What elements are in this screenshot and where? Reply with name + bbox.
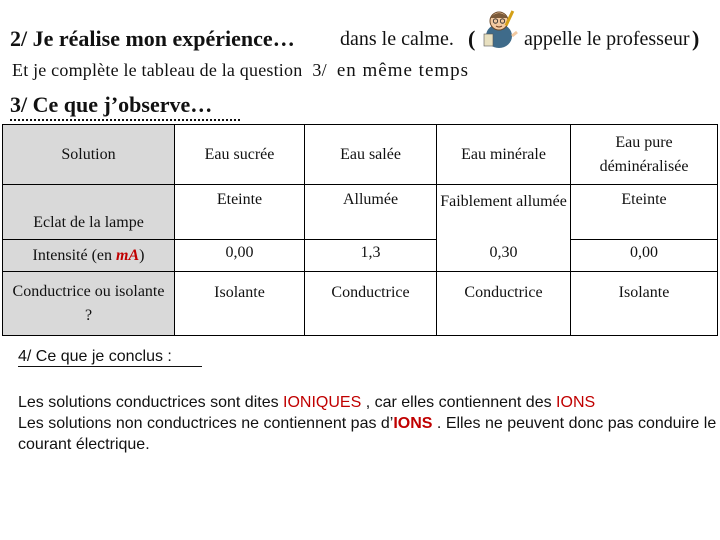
teacher-icon	[478, 6, 520, 50]
paren-open: (	[468, 26, 476, 51]
step3-title: 3/ Ce que j’observe…	[10, 92, 213, 117]
table-row-conductrice	[3, 272, 718, 336]
row-label-eclat: Eclat de la lampe	[3, 185, 175, 240]
cell-conductrice-sucree: Isolante	[175, 272, 305, 336]
call-teacher-text: appelle le professeur	[524, 28, 690, 50]
step4-title: 4/ Ce que je conclus :	[18, 348, 172, 365]
instruction-line	[12, 60, 469, 82]
concl-line1-c: , car elles contiennent des	[361, 394, 557, 411]
cell-conductrice-pure: Isolante	[571, 272, 718, 336]
table-row-intensite	[3, 240, 718, 272]
cell-eclat-salee: Allumée	[305, 185, 437, 240]
row-label-intensite	[3, 240, 175, 272]
cell-eclat-minerale: Faiblement allumée	[437, 185, 571, 240]
cell-conductrice-minerale: Conductrice	[437, 272, 571, 336]
cell-eclat-pure: Eteinte	[571, 185, 718, 240]
header-eau-minerale: Eau minérale	[437, 125, 571, 185]
cell-eclat-sucree: Eteinte	[175, 185, 305, 240]
instruction-end: en même temps	[336, 60, 470, 81]
step2-title: 2/ Je réalise mon expérience…	[10, 26, 295, 51]
cell-conductrice-salee: Conductrice	[305, 272, 437, 336]
paren-close: )	[692, 26, 700, 51]
header-solution: Solution	[3, 125, 175, 185]
concl-line2-c: . Elles ne peuvent donc pas conduire le courant électrique.	[18, 415, 717, 453]
cell-intensite-sucree: 0,00	[175, 240, 305, 272]
concl-ioniques: IONIQUES	[283, 394, 362, 411]
concl-ions-2: IONS	[393, 415, 433, 432]
row-label-conductrice: Conductrice ou isolante ?	[3, 272, 175, 336]
header-eau-pure: Eau pure déminéralisée	[571, 125, 718, 185]
observation-table	[2, 124, 718, 336]
table-row-eclat	[3, 185, 718, 240]
step3-underline	[10, 119, 240, 121]
header-eau-salee: Eau salée	[305, 125, 437, 185]
intensite-unit: mA	[116, 246, 140, 264]
cell-intensite-salee: 1,3	[305, 240, 437, 272]
conclusion-text	[18, 392, 718, 455]
step4-underline	[18, 366, 202, 367]
intensite-prefix: Intensité (en	[32, 246, 117, 264]
table-header-row	[3, 125, 718, 185]
intensite-suffix: )	[139, 246, 145, 264]
cell-intensite-minerale: 0,30	[437, 240, 571, 272]
instruction-start: Et je complète le tableau de la question	[12, 60, 303, 80]
concl-line1-a: Les solutions conductrices sont dites	[18, 394, 284, 411]
instruction-question-number: 3/	[312, 60, 327, 80]
cell-intensite-pure: 0,00	[571, 240, 718, 272]
concl-ions-1: IONS	[556, 394, 596, 411]
concl-line2-a: Les solutions non conductrices ne contiennent pas d’	[18, 415, 394, 432]
header-eau-sucree: Eau sucrée	[175, 125, 305, 185]
step2-calm-text: dans le calme.	[340, 28, 454, 50]
